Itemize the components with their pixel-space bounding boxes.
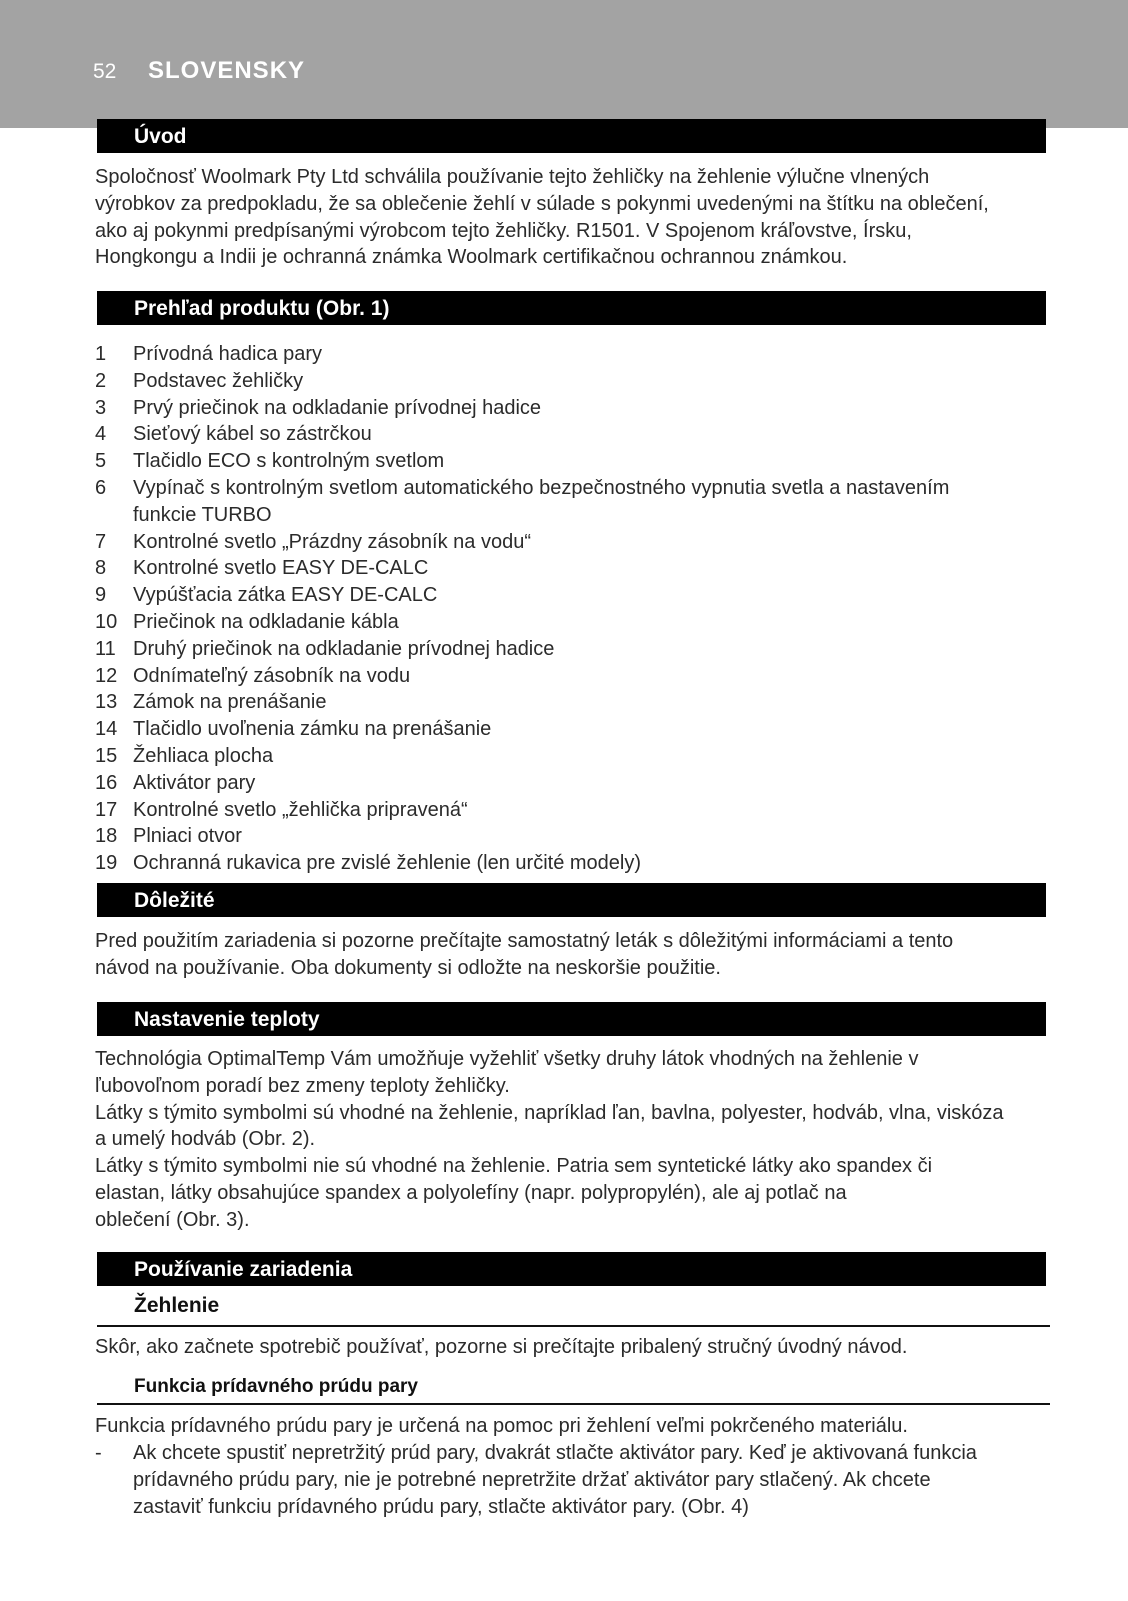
bullet-dash: - [95, 1442, 102, 1464]
subheading-prudu-pary: Funkcia prídavného prúdu pary [97, 1372, 1050, 1405]
zehlenie-paragraph [95, 1334, 1050, 1361]
list-item-number: 19 [95, 852, 118, 875]
text-line: Ak chcete spustiť nepretržitý prúd pary, dvakrát stlačte aktivátor pary. Keď je aktivovaná funkcia [133, 1442, 977, 1464]
list-item [95, 609, 1050, 636]
text-line: Ochranná rukavica pre zvislé žehlenie (len určité modely) [133, 852, 642, 875]
text-line: ľubovoľnom poradí bez zmeny teploty žehličky. [95, 1074, 510, 1097]
text-line: Kontrolné svetlo EASY DE-CALC [133, 557, 429, 580]
uvod-paragraph [95, 164, 1050, 271]
list-item [95, 823, 1050, 850]
prud-bullet-item [95, 1440, 1050, 1520]
text-line: funkcie TURBO [133, 503, 272, 526]
text-line: prídavného prúdu pary, nie je potrebné nepretržite držať aktivátor pary stlačený. Ak chcete [133, 1468, 931, 1491]
text-line: Plniaci otvor [133, 825, 242, 848]
list-item-number: 16 [95, 771, 118, 794]
text-line: Vypínač s kontrolným svetlom automatického bezpečnostného vypnutia svetla a nastavením [133, 476, 950, 499]
list-item [95, 743, 1050, 770]
list-item-text [133, 341, 1050, 368]
list-item [95, 368, 1050, 395]
text-line: a umelý hodváb (Obr. 2). [95, 1128, 316, 1151]
page-number: 52 [93, 60, 117, 83]
list-item [95, 341, 1050, 368]
dolezite-paragraph [95, 928, 1050, 982]
product-parts-list [95, 341, 1050, 877]
list-item-number: 4 [95, 423, 107, 446]
list-item-text [133, 770, 1050, 797]
text-line: Žehliaca plocha [133, 744, 274, 767]
section-title-dolezite: Dôležité [97, 883, 1046, 917]
list-item-text [133, 689, 1050, 716]
section-title-prehlad: Prehľad produktu (Obr. 1) [97, 291, 1046, 325]
text-line: Podstavec žehličky [133, 369, 304, 392]
list-item-number: 2 [95, 369, 107, 392]
list-item-number: 15 [95, 744, 118, 767]
list-item-text [133, 823, 1050, 850]
section-title-pouzivanie: Používanie zariadenia [97, 1252, 1046, 1286]
list-item [95, 663, 1050, 690]
list-item [95, 797, 1050, 824]
text-line: Hongkongu a Indii je ochranná známka Woolmark certifikačnou ochrannou známkou. [95, 246, 848, 269]
text-line: Priečinok na odkladanie kábla [133, 610, 399, 633]
list-item-number: 6 [95, 476, 107, 499]
list-item-text [133, 850, 1050, 877]
text-line: Vypúšťacia zátka EASY DE-CALC [133, 584, 438, 607]
bullet-text [133, 1440, 977, 1520]
list-item-number: 3 [95, 396, 107, 419]
text-line: Tlačidlo uvoľnenia zámku na prenášanie [133, 718, 492, 741]
list-item-text [133, 529, 1050, 556]
list-item [95, 636, 1050, 663]
prud-paragraph [95, 1413, 1050, 1440]
list-item-number: 7 [95, 530, 107, 553]
text-line: Pred použitím zariadenia si pozorne prečítajte samostatný leták s dôležitými informáciami a tento [95, 930, 954, 952]
text-line: Funkcia prídavného prúdu pary je určená na pomoc pri žehlení veľmi pokrčeného materiálu. [95, 1415, 908, 1437]
list-item [95, 421, 1050, 448]
list-item-number: 1 [95, 343, 107, 365]
text-line: Aktivátor pary [133, 771, 256, 794]
text-line: Zámok na prenášanie [133, 691, 327, 714]
section-title-teplota: Nastavenie teploty [97, 1002, 1046, 1036]
list-item-text [133, 663, 1050, 690]
section-title-uvod: Úvod [97, 119, 1046, 153]
list-item-text [133, 448, 1050, 475]
text-line: oblečení (Obr. 3). [95, 1208, 250, 1231]
list-item [95, 395, 1050, 422]
list-item-text [133, 716, 1050, 743]
list-item-number: 12 [95, 664, 118, 687]
text-line: zastaviť funkciu prídavného prúdu pary, stlačte aktivátor pary. (Obr. 4) [133, 1495, 749, 1518]
list-item-number: 13 [95, 691, 118, 714]
text-line: Spoločnosť Woolmark Pty Ltd schválila používanie tejto žehličky na žehlenie výlučne vlnených [95, 166, 930, 188]
text-line: Sieťový kábel so zástrčkou [133, 423, 372, 446]
text-line: Druhý priečinok na odkladanie prívodnej hadice [133, 637, 555, 660]
list-item [95, 475, 1050, 529]
text-line: Skôr, ako začnete spotrebič používať, pozorne si prečítajte pribalený stručný úvodný návod. [95, 1336, 908, 1358]
list-item-text [133, 555, 1050, 582]
list-item [95, 529, 1050, 556]
list-item-text [133, 368, 1050, 395]
list-item [95, 689, 1050, 716]
list-item-number: 8 [95, 557, 107, 580]
list-item-number: 18 [95, 825, 118, 848]
list-item-text [133, 609, 1050, 636]
list-item-number: 9 [95, 584, 107, 607]
text-line: ako aj pokynmi predpísanými výrobcom tejto žehličky. R1501. V Spojenom kráľovstve, Írsku, [95, 219, 912, 242]
list-item-text [133, 475, 1050, 529]
text-line: Látky s týmito symbolmi sú vhodné na žehlenie, napríklad ľan, bavlna, polyester, hodváb, vlna, viskóza [95, 1101, 1004, 1124]
text-line: elastan, látky obsahujúce spandex a polyolefíny (napr. polypropylén), ale aj potlač na [95, 1181, 847, 1204]
list-item-text [133, 797, 1050, 824]
text-line: Prívodná hadica pary [133, 343, 323, 365]
list-item-number: 14 [95, 718, 118, 741]
list-item-text [133, 582, 1050, 609]
list-item-text [133, 421, 1050, 448]
text-line: Technológia OptimalTemp Vám umožňuje vyžehliť všetky druhy látok vhodných na žehlenie v [95, 1048, 919, 1070]
text-line: Prvý priečinok na odkladanie prívodnej hadice [133, 396, 542, 419]
list-item-number: 5 [95, 450, 107, 473]
list-item-number: 10 [95, 610, 118, 633]
text-line: výrobkov za predpokladu, že sa oblečenie žehlí v súlade s pokynmi uvedenými na štítku na oblečení, [95, 192, 989, 215]
teplota-paragraph [95, 1046, 1050, 1234]
list-item-text [133, 636, 1050, 663]
list-item-text [133, 395, 1050, 422]
subheading-zehlenie: Žehlenie [97, 1289, 1050, 1327]
text-line: Kontrolné svetlo „žehlička pripravená“ [133, 798, 468, 821]
text-line: Tlačidlo ECO s kontrolným svetlom [133, 450, 445, 473]
list-item [95, 555, 1050, 582]
text-line: Kontrolné svetlo „Prázdny zásobník na vodu“ [133, 530, 531, 553]
list-item [95, 716, 1050, 743]
list-item [95, 850, 1050, 877]
list-item [95, 448, 1050, 475]
list-item-number: 11 [95, 637, 116, 660]
text-line: Odnímateľný zásobník na vodu [133, 664, 411, 687]
text-line: návod na používanie. Oba dokumenty si odložte na neskoršie použitie. [95, 956, 721, 979]
list-item-number: 17 [95, 798, 118, 821]
text-line: Látky s týmito symbolmi nie sú vhodné na žehlenie. Patria sem syntetické látky ako spandex či [95, 1155, 933, 1178]
list-item [95, 582, 1050, 609]
language-heading: SLOVENSKY [148, 57, 306, 84]
list-item-text [133, 743, 1050, 770]
list-item [95, 770, 1050, 797]
